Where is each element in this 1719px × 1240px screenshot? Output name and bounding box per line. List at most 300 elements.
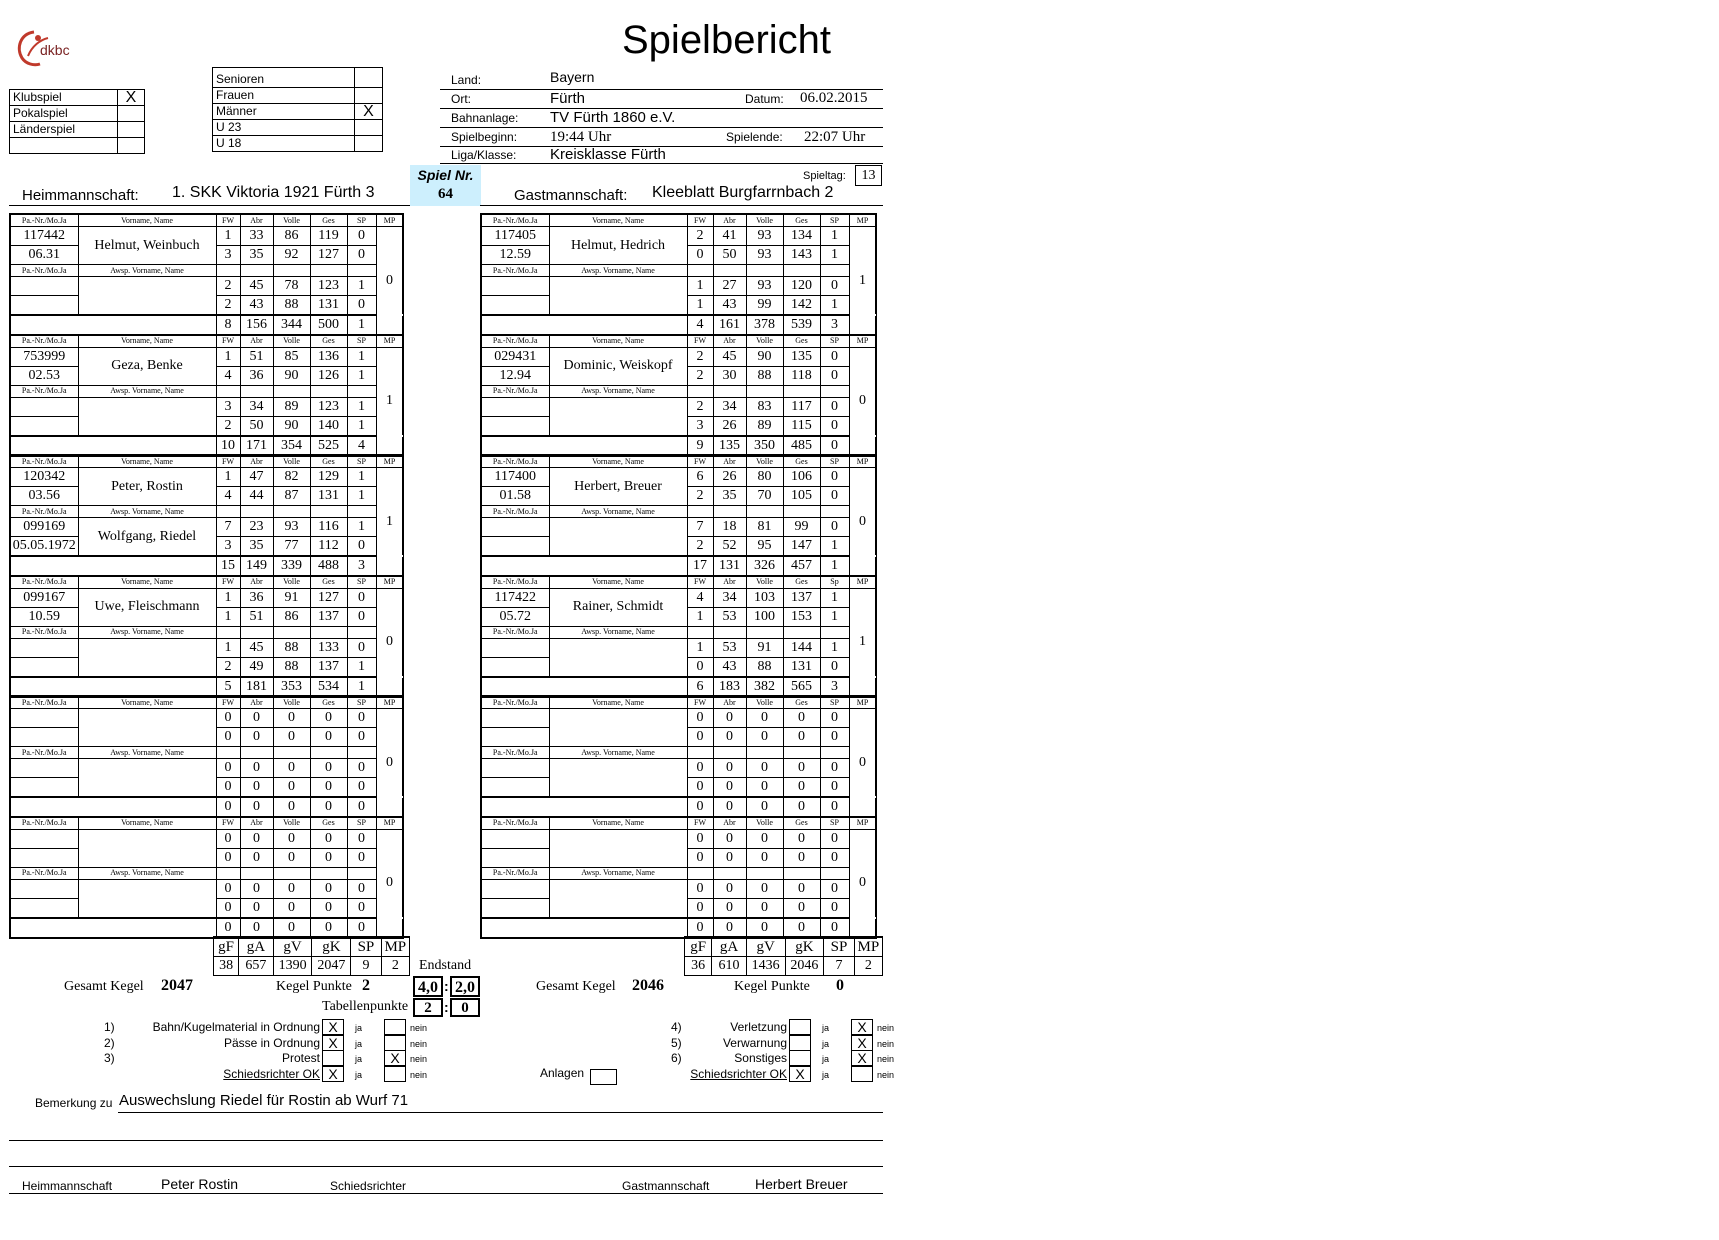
col-header-awsp: Awsp. Vorname, Name (549, 867, 687, 879)
lane-value: 26 (713, 468, 746, 487)
sum-value: 156 (240, 315, 273, 335)
match-points: 0 (849, 347, 876, 456)
empty-cell (216, 867, 240, 879)
guest-player-block (480, 334, 877, 457)
ja-label: ja (355, 1054, 363, 1064)
lane-value: 86 (273, 607, 310, 626)
totals-value: 38 (214, 957, 239, 976)
sum-blank (10, 677, 216, 697)
col-header-volle: Volle (746, 696, 783, 709)
result-sep: : (444, 978, 449, 994)
lane-value: 1 (820, 588, 849, 607)
lane-value: 0 (347, 848, 376, 867)
lane-value: 36 (240, 588, 273, 607)
sum-value: 0 (713, 918, 746, 938)
lane-value: 153 (783, 607, 820, 626)
empty-cell (347, 626, 376, 638)
guest-kp-label: Kegel Punkte (734, 979, 810, 994)
empty-cell (347, 747, 376, 759)
lane-value: 0 (216, 898, 240, 918)
totals-head: MP (381, 937, 409, 957)
sign-home-name: Peter Rostin (161, 1176, 239, 1192)
empty-cell (713, 867, 746, 879)
sum-value: 500 (310, 315, 347, 335)
sum-value: 0 (273, 797, 310, 817)
lane-value: 0 (687, 879, 713, 898)
col-header-volle: Volle (746, 335, 783, 348)
lane-value: 0 (713, 898, 746, 918)
sub-player-id (10, 638, 78, 657)
ja-checkbox[interactable]: X (322, 1066, 344, 1082)
lane-value: 0 (347, 638, 376, 657)
player-name (78, 829, 216, 867)
col-header-name: Vorname, Name (549, 455, 687, 468)
col-header-abr: Abr (713, 335, 746, 348)
lane-value: 0 (310, 709, 347, 728)
col-header-sp: SP (347, 335, 376, 348)
empty-cell (310, 385, 347, 397)
lane-value: 89 (746, 416, 783, 436)
spiel-nr-box (410, 165, 481, 206)
sign-ref-label: Schiedsrichter (330, 1179, 407, 1193)
lane-value: 1 (216, 468, 240, 487)
empty-cell (713, 265, 746, 277)
sub-player-id: 099169 (10, 518, 78, 537)
sub-player-date (10, 416, 78, 436)
sub-player-date (481, 898, 549, 918)
lane-value: 0 (713, 848, 746, 867)
check-label: Bahn/Kugelmaterial in Ordnung (152, 1020, 320, 1034)
col-header-mp: MP (376, 696, 403, 709)
guest-player-block (480, 454, 877, 577)
col-header-mp: MP (849, 576, 876, 589)
totals-head: gK (312, 937, 351, 957)
ja-checkbox[interactable] (789, 1035, 811, 1051)
empty-cell (713, 626, 746, 638)
lane-value: 0 (240, 728, 273, 747)
ja-label: ja (822, 1069, 830, 1080)
lane-value: 140 (310, 416, 347, 436)
lane-value: 0 (746, 759, 783, 778)
lane-value: 0 (820, 366, 849, 385)
empty-cell (820, 506, 849, 518)
lane-value: 106 (783, 468, 820, 487)
lane-value: 0 (820, 347, 849, 366)
player-date: 05.72 (481, 607, 549, 626)
totals-value: 9 (351, 957, 381, 976)
ort-value: Fürth (550, 90, 586, 107)
col-header-fw: FW (687, 455, 713, 468)
lane-value: 1 (687, 638, 713, 657)
empty-cell (783, 867, 820, 879)
sub-player-id (10, 397, 78, 416)
sum-value: 0 (310, 918, 347, 938)
sum-blank (481, 556, 687, 576)
col-header-sp: SP (820, 214, 849, 227)
lane-value: 2 (687, 397, 713, 416)
player-date: 10.59 (10, 607, 78, 626)
lane-value: 0 (687, 657, 713, 677)
lane-value: 137 (310, 657, 347, 677)
lane-value: 0 (783, 778, 820, 798)
dkbc-logo (14, 26, 90, 70)
sum-value: 9 (687, 436, 713, 456)
col-header-name: Vorname, Name (78, 696, 216, 709)
lane-value: 36 (240, 366, 273, 385)
lane-value: 23 (240, 518, 273, 537)
col-header-abr: Abr (713, 696, 746, 709)
sum-value: 382 (746, 677, 783, 697)
lane-value: 1 (687, 607, 713, 626)
sum-value: 3 (347, 556, 376, 576)
col-header-id: Pa.-Nr./Mo.Ja (10, 506, 78, 518)
lane-value: 0 (273, 728, 310, 747)
col-header-id: Pa.-Nr./Mo.Ja (10, 867, 78, 879)
lane-value: 0 (713, 778, 746, 798)
sum-value: 1 (347, 315, 376, 335)
lane-value: 1 (820, 246, 849, 265)
col-header-sp: SP (820, 455, 849, 468)
totals-value: 2 (854, 957, 882, 976)
sum-value: 1 (820, 556, 849, 576)
col-header-sp: SP (347, 576, 376, 589)
lane-value: 51 (240, 607, 273, 626)
anlagen-checkbox[interactable] (590, 1069, 617, 1085)
category-mark (355, 88, 383, 104)
lane-value: 90 (273, 366, 310, 385)
col-header-volle: Volle (273, 576, 310, 589)
sum-value: 10 (216, 436, 240, 456)
col-header-abr: Abr (713, 455, 746, 468)
sum-value: 0 (820, 797, 849, 817)
lane-value: 0 (273, 898, 310, 918)
nein-label: nein (410, 1069, 428, 1080)
col-header-volle: Volle (273, 817, 310, 830)
category-table (212, 67, 383, 152)
sum-value: 525 (310, 436, 347, 456)
category-label: Frauen (213, 88, 355, 104)
player-date (10, 848, 78, 867)
ja-label: ja (822, 1023, 830, 1033)
lane-value: 1 (347, 347, 376, 366)
check-number: 4) (671, 1020, 682, 1034)
sub-player-id (481, 518, 549, 537)
empty-cell (687, 867, 713, 879)
sub-player-id (481, 759, 549, 778)
match-points: 1 (376, 347, 403, 456)
col-header-ges: Ges (783, 576, 820, 589)
empty-cell (216, 385, 240, 397)
lane-value: 120 (783, 277, 820, 296)
lane-value: 50 (240, 416, 273, 436)
lane-value: 1 (347, 366, 376, 385)
lane-value: 0 (347, 879, 376, 898)
nein-checkbox[interactable]: X (851, 1035, 873, 1051)
col-header-sp: SP (347, 817, 376, 830)
empty-cell (783, 506, 820, 518)
lane-value: 45 (713, 347, 746, 366)
liga-label: Liga/Klasse: (451, 148, 517, 162)
col-header-sp: SP (347, 214, 376, 227)
ja-label: ja (355, 1069, 363, 1080)
check-number: 5) (671, 1035, 682, 1050)
empty-cell (820, 265, 849, 277)
player-date: 06.31 (10, 246, 78, 265)
empty-cell (713, 385, 746, 397)
home-player-block (9, 695, 404, 818)
ja-checkbox[interactable] (789, 1019, 811, 1035)
col-header-name: Vorname, Name (549, 214, 687, 227)
match-points: 0 (376, 709, 403, 818)
category-mark: X (355, 104, 383, 120)
col-header-id: Pa.-Nr./Mo.Ja (481, 265, 549, 277)
ja-label: ja (822, 1054, 830, 1064)
sub-player-name (549, 518, 687, 557)
lane-value: 91 (746, 638, 783, 657)
player-id (481, 709, 549, 728)
player-id: 029431 (481, 347, 549, 366)
lane-value: 133 (310, 638, 347, 657)
spiel-nr-label: Spiel Nr. (417, 167, 474, 183)
lane-value: 131 (310, 296, 347, 316)
col-header-id: Pa.-Nr./Mo.Ja (481, 817, 549, 830)
lane-value: 1 (216, 588, 240, 607)
col-header-fw: FW (687, 576, 713, 589)
lane-value: 77 (273, 537, 310, 557)
sub-player-id (481, 638, 549, 657)
guest-gesamt-value: 2046 (632, 977, 664, 994)
check-label: Verletzung (730, 1020, 787, 1034)
col-header-sp: SP (820, 817, 849, 830)
lane-value: 78 (273, 277, 310, 296)
lane-value: 0 (240, 759, 273, 778)
nein-checkbox[interactable] (851, 1066, 873, 1082)
lane-value: 88 (273, 638, 310, 657)
col-header-name: Vorname, Name (78, 576, 216, 589)
col-header-mp: MP (849, 335, 876, 348)
lane-value: 0 (687, 898, 713, 918)
player-date: 02.53 (10, 366, 78, 385)
col-header-fw: FW (687, 696, 713, 709)
sum-value: 0 (783, 797, 820, 817)
lane-value: 1 (347, 518, 376, 537)
lane-value: 144 (783, 638, 820, 657)
category-label: U 18 (213, 136, 355, 152)
ja-checkbox[interactable]: X (322, 1019, 344, 1035)
nein-checkbox[interactable]: X (851, 1050, 873, 1066)
empty-cell (347, 867, 376, 879)
lane-value: 0 (273, 778, 310, 798)
col-header-volle: Volle (746, 576, 783, 589)
col-header-mp: MP (849, 817, 876, 830)
empty-cell (240, 265, 273, 277)
ja-checkbox[interactable] (322, 1050, 344, 1066)
lane-value: 99 (746, 296, 783, 316)
result-kp-guest: 2,0 (450, 976, 480, 997)
col-header-ges: Ges (783, 214, 820, 227)
lane-value: 85 (273, 347, 310, 366)
sum-value: 344 (273, 315, 310, 335)
match-points: 0 (849, 829, 876, 938)
game-type-mark (118, 122, 145, 138)
lane-value: 0 (273, 829, 310, 848)
lane-value: 0 (783, 848, 820, 867)
sum-blank (10, 797, 216, 817)
lane-value: 0 (713, 728, 746, 747)
lane-value: 0 (347, 728, 376, 747)
nein-checkbox[interactable]: X (384, 1050, 406, 1066)
col-header-abr: Abr (240, 817, 273, 830)
check-number: 3) (104, 1051, 115, 1065)
player-name (78, 709, 216, 747)
lane-value: 1 (347, 416, 376, 436)
nein-checkbox[interactable] (384, 1035, 406, 1051)
totals-value: 2047 (312, 957, 351, 976)
sub-player-name (78, 759, 216, 798)
lane-value: 0 (820, 416, 849, 436)
empty-cell (687, 506, 713, 518)
lane-value: 0 (216, 759, 240, 778)
col-header-awsp: Awsp. Vorname, Name (549, 506, 687, 518)
lane-value: 116 (310, 518, 347, 537)
col-header-volle: Volle (746, 455, 783, 468)
lane-value: 4 (216, 487, 240, 506)
lane-value: 92 (273, 246, 310, 265)
liga-value: Kreisklasse Fürth (550, 146, 666, 163)
ja-label: ja (355, 1038, 363, 1049)
lane-value: 0 (713, 759, 746, 778)
lane-value: 33 (240, 227, 273, 246)
empty-cell (687, 385, 713, 397)
home-player-block (9, 334, 404, 457)
sum-value: 0 (783, 918, 820, 938)
sub-player-date (481, 296, 549, 316)
lane-value: 0 (746, 879, 783, 898)
spieltag-label: Spieltag: (803, 170, 846, 182)
nein-checkbox[interactable]: X (851, 1019, 873, 1035)
player-name: Herbert, Breuer (549, 468, 687, 506)
sum-value: 378 (746, 315, 783, 335)
lane-value: 1 (216, 347, 240, 366)
lane-value: 2 (687, 366, 713, 385)
lane-value: 0 (687, 829, 713, 848)
lane-value: 43 (240, 296, 273, 316)
empty-cell (713, 747, 746, 759)
player-name: Uwe, Fleischmann (78, 588, 216, 626)
col-header-awsp: Awsp. Vorname, Name (549, 385, 687, 397)
ja-checkbox[interactable]: X (789, 1066, 811, 1082)
home-team-label: Heimmannschaft: (22, 187, 139, 204)
totals-value: 610 (712, 957, 747, 976)
ja-checkbox[interactable] (789, 1050, 811, 1066)
lane-value: 0 (347, 537, 376, 557)
match-points: 1 (849, 588, 876, 697)
col-header-fw: FW (687, 214, 713, 227)
lane-value: 0 (273, 709, 310, 728)
lane-value: 143 (783, 246, 820, 265)
home-player-block (9, 213, 404, 336)
lane-value: 0 (820, 709, 849, 728)
col-header-abr: Abr (240, 455, 273, 468)
lane-value: 0 (783, 898, 820, 918)
lane-value: 134 (783, 227, 820, 246)
nein-label: nein (877, 1054, 895, 1064)
lane-value: 45 (240, 277, 273, 296)
empty-cell (216, 265, 240, 277)
empty-cell (240, 867, 273, 879)
col-header-abr: Abr (713, 214, 746, 227)
sub-player-date (10, 778, 78, 798)
lane-value: 0 (783, 759, 820, 778)
totals-head: gK (785, 937, 824, 957)
lane-value: 1 (216, 638, 240, 657)
player-date: 12.94 (481, 366, 549, 385)
sum-blank (481, 677, 687, 697)
lane-value: 18 (713, 518, 746, 537)
tab-home: 2 (413, 998, 443, 1017)
col-header-sp: SP (820, 696, 849, 709)
sub-player-date (10, 296, 78, 316)
empty-cell (687, 747, 713, 759)
match-points: 1 (376, 468, 403, 577)
empty-cell (310, 747, 347, 759)
lane-value: 0 (713, 829, 746, 848)
lane-value: 0 (783, 879, 820, 898)
lane-value: 44 (240, 487, 273, 506)
lane-value: 0 (687, 848, 713, 867)
col-header-awsp: Awsp. Vorname, Name (78, 385, 216, 397)
sub-player-date (481, 657, 549, 677)
logo-text: dkbc (40, 42, 70, 58)
game-type-label (10, 138, 118, 154)
lane-value: 0 (783, 728, 820, 747)
totals-value: 657 (239, 957, 274, 976)
ende-value: 22:07 Uhr (804, 129, 866, 145)
lane-value: 131 (783, 657, 820, 677)
lane-value: 1 (347, 468, 376, 487)
guest-gesamt-label: Gesamt Kegel (536, 979, 616, 994)
lane-value: 3 (216, 537, 240, 557)
empty-cell (273, 385, 310, 397)
sum-value: 149 (240, 556, 273, 576)
empty-cell (746, 867, 783, 879)
lane-value: 53 (713, 607, 746, 626)
nein-checkbox[interactable] (384, 1066, 406, 1082)
lane-value: 3 (687, 416, 713, 436)
ja-checkbox[interactable]: X (322, 1035, 344, 1051)
col-header-sp: SP (347, 696, 376, 709)
lane-value: 95 (746, 537, 783, 557)
empty-cell (310, 506, 347, 518)
lane-value: 43 (713, 657, 746, 677)
lane-value: 1 (687, 277, 713, 296)
game-type-mark (118, 138, 145, 154)
col-header-fw: FW (687, 817, 713, 830)
col-header-id: Pa.-Nr./Mo.Ja (481, 626, 549, 638)
land-value: Bayern (550, 69, 595, 85)
lane-value: 0 (820, 759, 849, 778)
sub-player-date: 05.05.1972 (10, 537, 78, 557)
sum-blank (481, 436, 687, 456)
nein-checkbox[interactable] (384, 1019, 406, 1035)
lane-value: 0 (746, 829, 783, 848)
lane-value: 123 (310, 277, 347, 296)
sum-value: 171 (240, 436, 273, 456)
empty-cell (746, 626, 783, 638)
col-header-name: Vorname, Name (78, 214, 216, 227)
sum-value: 4 (687, 315, 713, 335)
lane-value: 7 (216, 518, 240, 537)
